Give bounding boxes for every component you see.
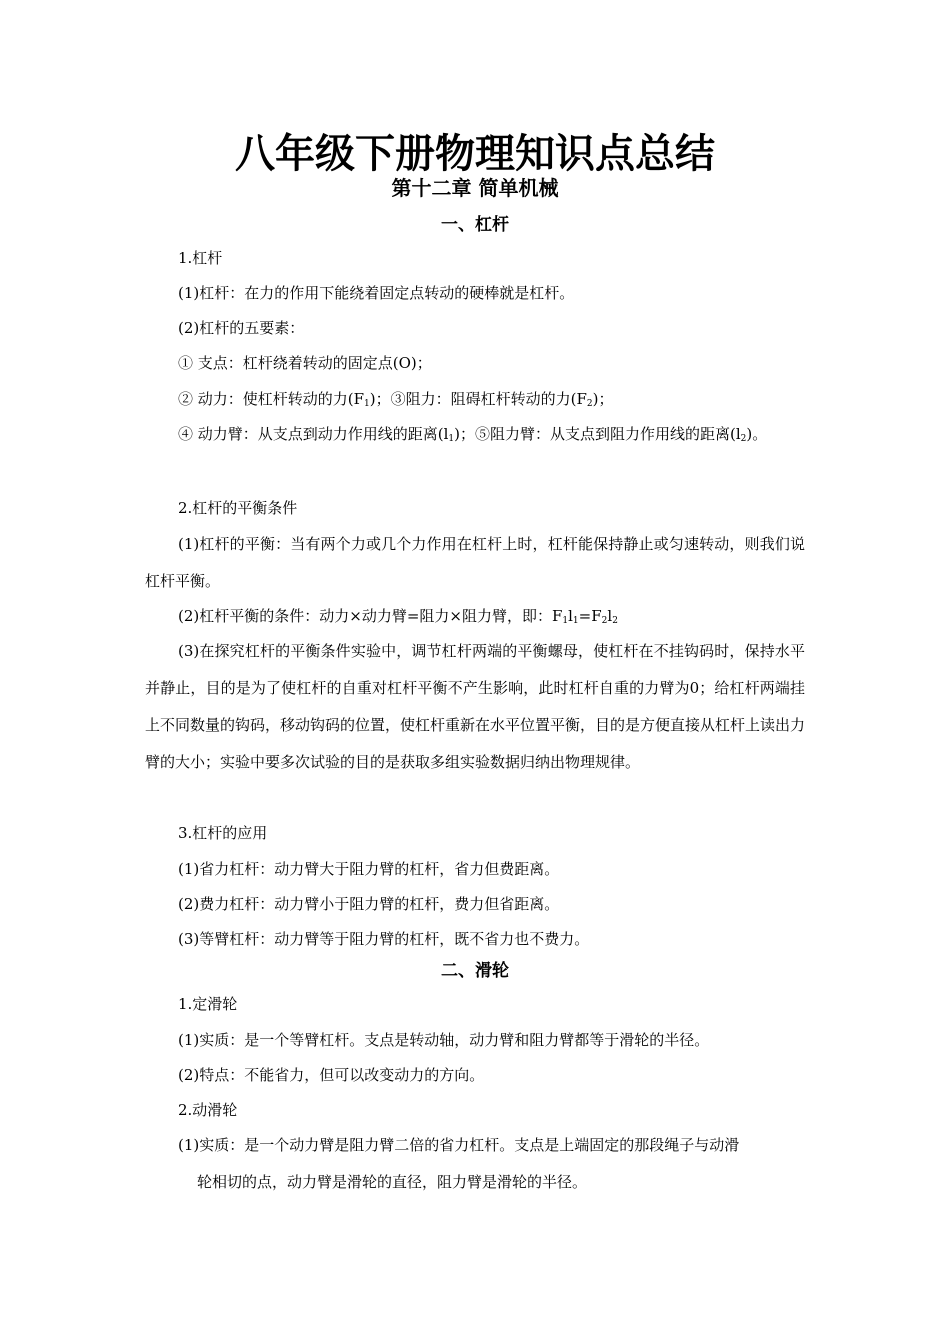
- chapter-heading: 第十二章 简单机械: [391, 176, 559, 200]
- subsection-title: 1.杠杆: [178, 249, 223, 267]
- paragraph: (1)杠杆的平衡：当有两个力或几个力作用在杠杆上时，杠杆能保持静止或匀速转动，则我们说杠杆平衡。: [145, 535, 805, 590]
- paragraph-line: (1)实质：是一个动力臂是阻力臂二倍的省力杠杆。支点是上端固定的那段绳子与动滑: [178, 1136, 740, 1154]
- section-heading-pulley: 二、滑轮: [441, 961, 509, 981]
- paragraph-line: 轮相切的点，动力臂是滑轮的直径，阻力臂是滑轮的半径。: [197, 1173, 588, 1191]
- paragraph-hanging: [178, 1127, 805, 1201]
- subsection-title: 2.杠杆的平衡条件: [178, 499, 298, 517]
- paragraph: (1)杠杆：在力的作用下能绕着固定点转动的硬棒就是杠杆。: [178, 284, 575, 302]
- subsection-title: 2.动滑轮: [178, 1101, 238, 1119]
- document-title: 八年级下册物理知识点总结: [235, 131, 715, 177]
- paragraph: (1)省力杠杆：动力臂大于阻力臂的杠杆，省力但费距离。: [178, 860, 560, 878]
- subsection-title: 1.定滑轮: [178, 995, 238, 1013]
- section-heading-lever: 一、杠杆: [441, 215, 509, 235]
- paragraph: (2)特点：不能省力，但可以改变动力的方向。: [178, 1066, 485, 1084]
- paragraph: (3)等臂杠杆：动力臂等于阻力臂的杠杆，既不省力也不费力。: [178, 930, 590, 948]
- paragraph: (3)在探究杠杆的平衡条件实验中，调节杠杆两端的平衡螺母，使杠杆在不挂钩码时，保持水平并静止，目的是为了使杠杆的自重对杠杆平衡不产生影响，此时杠杆自重的力臂为0；给杠杆两端挂上不同数量的钩码，移动钩码的位置，使杠杆重新在水平位置平衡，目的是方便直接从杠杆上读出力臂的大小；实验中要多次试验的目的是获取多组实验数据归纳出物理规律。: [145, 642, 806, 771]
- paragraph: (1)实质：是一个等臂杠杆。支点是转动轴，动力臂和阻力臂都等于滑轮的半径。: [178, 1031, 710, 1049]
- paragraph: (2)杠杆的五要素：: [178, 319, 305, 337]
- paragraph: (2)杠杆平衡的条件：动力×动力臂=阻力×阻力臂，即：$F_1l_1=F_2l_2$: [178, 607, 618, 626]
- subsection-title: 3.杠杆的应用: [178, 824, 268, 842]
- paragraph: ④ 动力臂：从支点到动力作用线的距离$(l_1)$；⑤阻力臂：从支点到阻力作用线的距离$(l_2)$。: [178, 425, 768, 444]
- paragraph: ② 动力：使杠杆转动的力$(F_1)$；③阻力：阻碍杠杆转动的力$(F_2)$；: [178, 390, 614, 409]
- paragraph: ① 支点：杠杆绕着转动的固定点(O)；: [178, 354, 432, 372]
- paragraph: (2)费力杠杆：动力臂小于阻力臂的杠杆，费力但省距离。: [178, 895, 560, 913]
